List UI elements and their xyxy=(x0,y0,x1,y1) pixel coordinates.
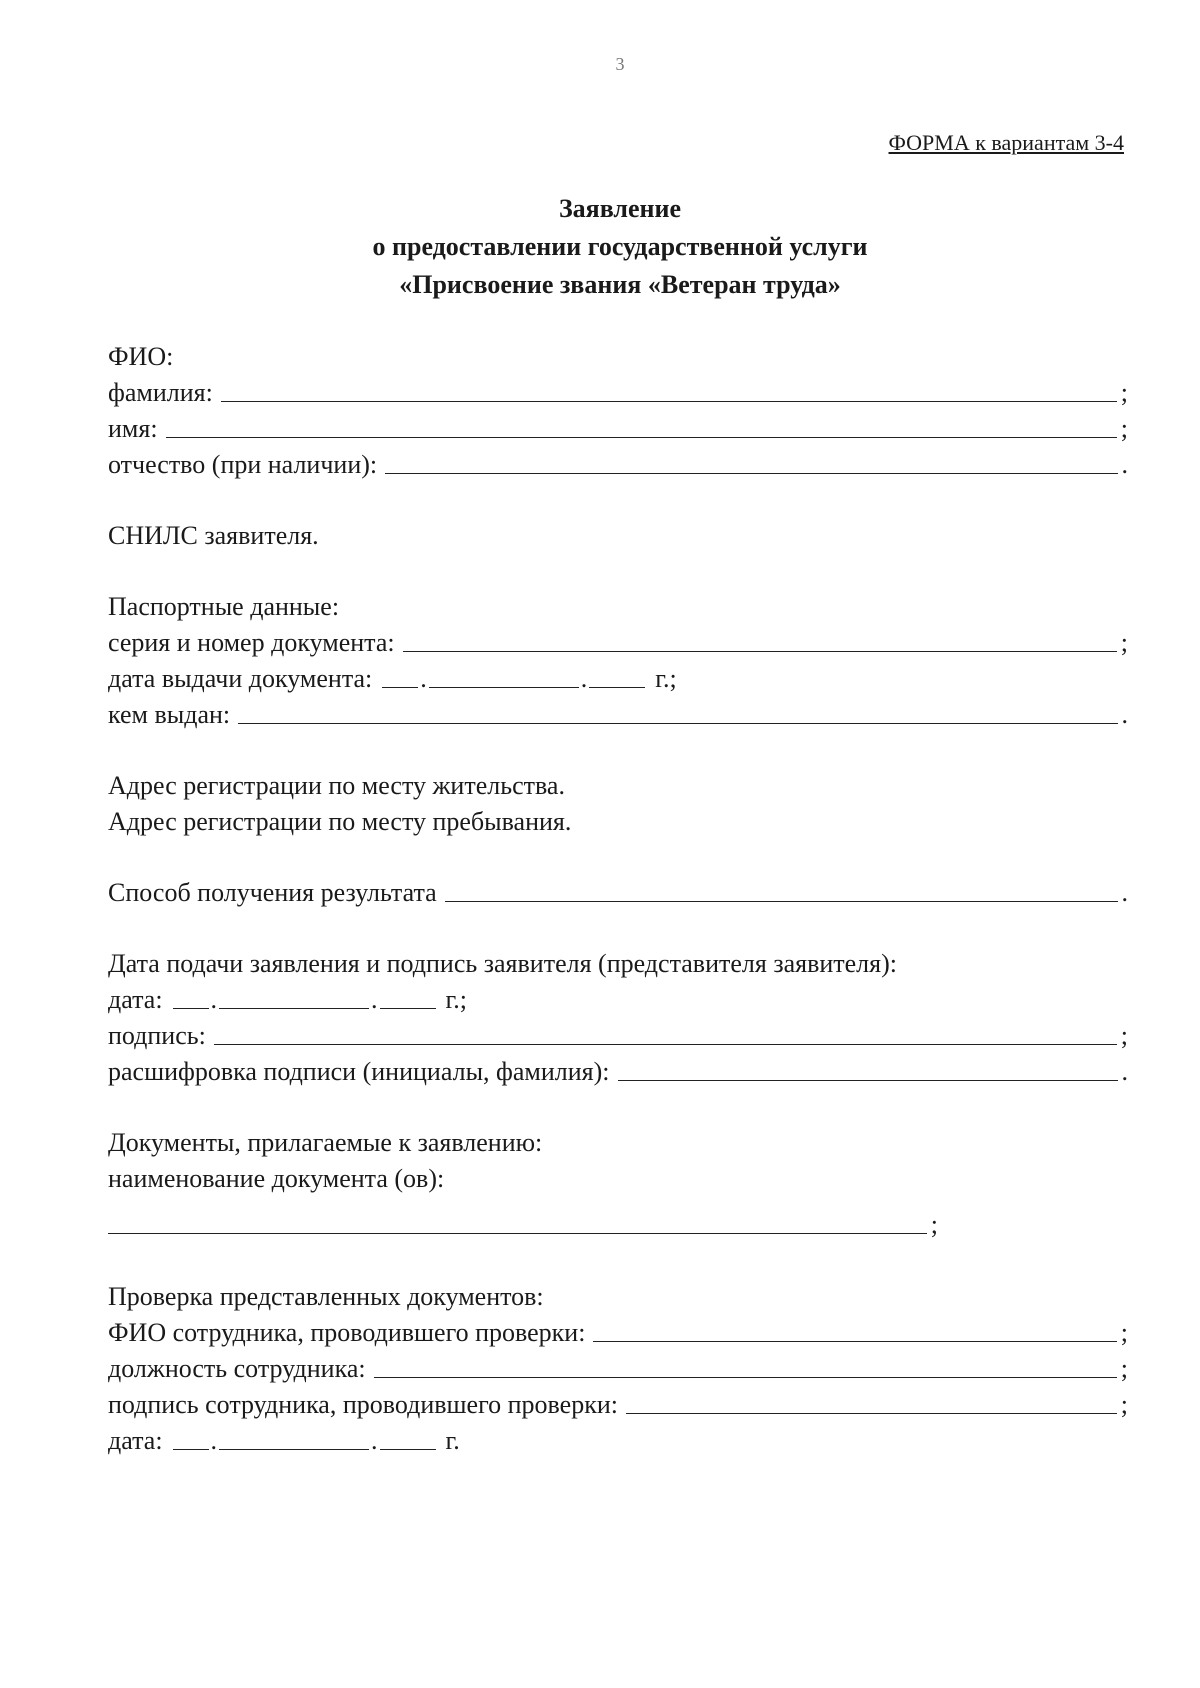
employee-position-semicolon: ; xyxy=(1120,1354,1128,1383)
submission-heading: Дата подачи заявления и подпись заявителя (представителя заявителя): xyxy=(108,949,898,978)
passport-issued-by-label: кем выдан: xyxy=(108,700,231,729)
submission-signature-field[interactable] xyxy=(214,1043,1117,1045)
verification-heading: Проверка представленных документов: xyxy=(108,1282,544,1311)
employee-position-row xyxy=(108,1348,1128,1384)
passport-issue-month-field[interactable] xyxy=(429,686,579,688)
result-method-label: Способ получения результата xyxy=(108,878,437,907)
surname-label: фамилия: xyxy=(108,378,213,407)
verification-year-field[interactable] xyxy=(380,1448,436,1450)
submission-day-field[interactable] xyxy=(173,1007,209,1009)
submission-signature-row xyxy=(108,1015,1128,1051)
passport-issue-day-field[interactable] xyxy=(382,686,418,688)
submission-year-field[interactable] xyxy=(380,1007,436,1009)
result-method-period: . xyxy=(1121,878,1128,907)
passport-heading: Паспортные данные: xyxy=(108,592,340,621)
patronymic-field[interactable] xyxy=(385,472,1117,474)
documents-name-row xyxy=(108,1158,1128,1194)
signature-decoding-label: расшифровка подписи (инициалы, фамилия): xyxy=(108,1057,610,1086)
passport-issue-date-row xyxy=(108,658,1128,694)
name-label: имя: xyxy=(108,414,158,443)
documents-semicolon: ; xyxy=(930,1210,938,1239)
employee-fio-field[interactable] xyxy=(593,1340,1116,1342)
employee-fio-row xyxy=(108,1312,1128,1348)
verification-year-suffix: г. xyxy=(445,1426,460,1455)
passport-issue-date-label: дата выдачи документа: xyxy=(108,664,373,693)
passport-issue-dot-1: . xyxy=(420,664,427,693)
address-stay-label: Адрес регистрации по месту пребывания. xyxy=(108,807,572,836)
patronymic-label: отчество (при наличии): xyxy=(108,450,378,479)
name-semicolon: ; xyxy=(1120,414,1128,443)
document-title xyxy=(0,190,1200,304)
submission-dot-1: . xyxy=(210,985,218,1014)
title-line-3: «Присвоение звания «Ветеран труда» xyxy=(399,270,841,299)
passport-heading-row xyxy=(108,586,1128,622)
fio-heading: ФИО: xyxy=(108,342,174,371)
documents-name-label: наименование документа (ов): xyxy=(108,1164,445,1193)
submission-heading-row xyxy=(108,943,1128,979)
patronymic-period: . xyxy=(1121,450,1128,479)
employee-signature-label: подпись сотрудника, проводившего проверки: xyxy=(108,1390,618,1419)
name-row xyxy=(108,408,1128,444)
passport-series-field[interactable] xyxy=(403,650,1117,652)
address-residence-row xyxy=(108,765,1128,801)
documents-name-field[interactable] xyxy=(108,1232,927,1234)
passport-issue-year-field[interactable] xyxy=(589,686,645,688)
verification-heading-row xyxy=(108,1276,1128,1312)
passport-issue-dot-2: . xyxy=(580,664,588,693)
employee-signature-row xyxy=(108,1384,1128,1420)
surname-row xyxy=(108,372,1128,408)
documents-heading-row xyxy=(108,1122,1128,1158)
submission-year-suffix: г.; xyxy=(445,985,468,1014)
passport-series-label: серия и номер документа: xyxy=(108,628,395,657)
submission-signature-label: подпись: xyxy=(108,1021,206,1050)
name-field[interactable] xyxy=(166,436,1117,438)
employee-fio-semicolon: ; xyxy=(1120,1318,1128,1347)
page-number: 3 xyxy=(615,54,625,74)
form-reference: ФОРМА к вариантам 3-4 xyxy=(888,130,1124,155)
passport-series-semicolon: ; xyxy=(1120,628,1128,657)
employee-position-label: должность сотрудника: xyxy=(108,1354,366,1383)
address-stay-row xyxy=(108,801,1128,837)
surname-field[interactable] xyxy=(221,400,1117,402)
signature-decoding-period: . xyxy=(1121,1057,1128,1086)
employee-signature-semicolon: ; xyxy=(1120,1390,1128,1419)
surname-semicolon: ; xyxy=(1120,378,1128,407)
verification-date-row xyxy=(108,1420,1128,1456)
submission-dot-2: . xyxy=(371,985,378,1014)
result-method-row xyxy=(108,872,1128,908)
employee-fio-label: ФИО сотрудника, проводившего проверки: xyxy=(108,1318,586,1347)
snils-label: СНИЛС заявителя. xyxy=(108,521,319,550)
fio-heading-row xyxy=(108,336,1128,372)
address-residence-label: Адрес регистрации по месту жительства. xyxy=(108,771,565,800)
verification-dot-1: . xyxy=(210,1426,218,1455)
verification-date-label: дата: xyxy=(108,1426,163,1455)
submission-date-label: дата: xyxy=(108,985,163,1014)
passport-issued-by-field[interactable] xyxy=(238,722,1117,724)
patronymic-row xyxy=(108,444,1128,480)
documents-field-row xyxy=(108,1204,938,1240)
verification-month-field[interactable] xyxy=(219,1448,369,1450)
snils-row xyxy=(108,515,1128,551)
verification-day-field[interactable] xyxy=(173,1448,209,1450)
signature-decoding-field[interactable] xyxy=(618,1079,1118,1081)
passport-issued-by-period: . xyxy=(1121,700,1128,729)
employee-signature-field[interactable] xyxy=(626,1412,1117,1414)
submission-month-field[interactable] xyxy=(219,1007,369,1009)
passport-issue-year-suffix: г.; xyxy=(655,664,677,693)
passport-series-row xyxy=(108,622,1128,658)
verification-dot-2: . xyxy=(371,1426,378,1455)
employee-position-field[interactable] xyxy=(374,1376,1117,1378)
signature-decoding-row xyxy=(108,1051,1128,1087)
submission-signature-semicolon: ; xyxy=(1120,1021,1128,1050)
submission-date-row xyxy=(108,979,1128,1015)
passport-issued-by-row xyxy=(108,694,1128,730)
result-method-field[interactable] xyxy=(445,900,1118,902)
documents-heading: Документы, прилагаемые к заявлению: xyxy=(108,1128,543,1157)
title-line-1: Заявление xyxy=(558,194,682,223)
title-line-2: о предоставлении государственной услуги xyxy=(372,232,868,261)
